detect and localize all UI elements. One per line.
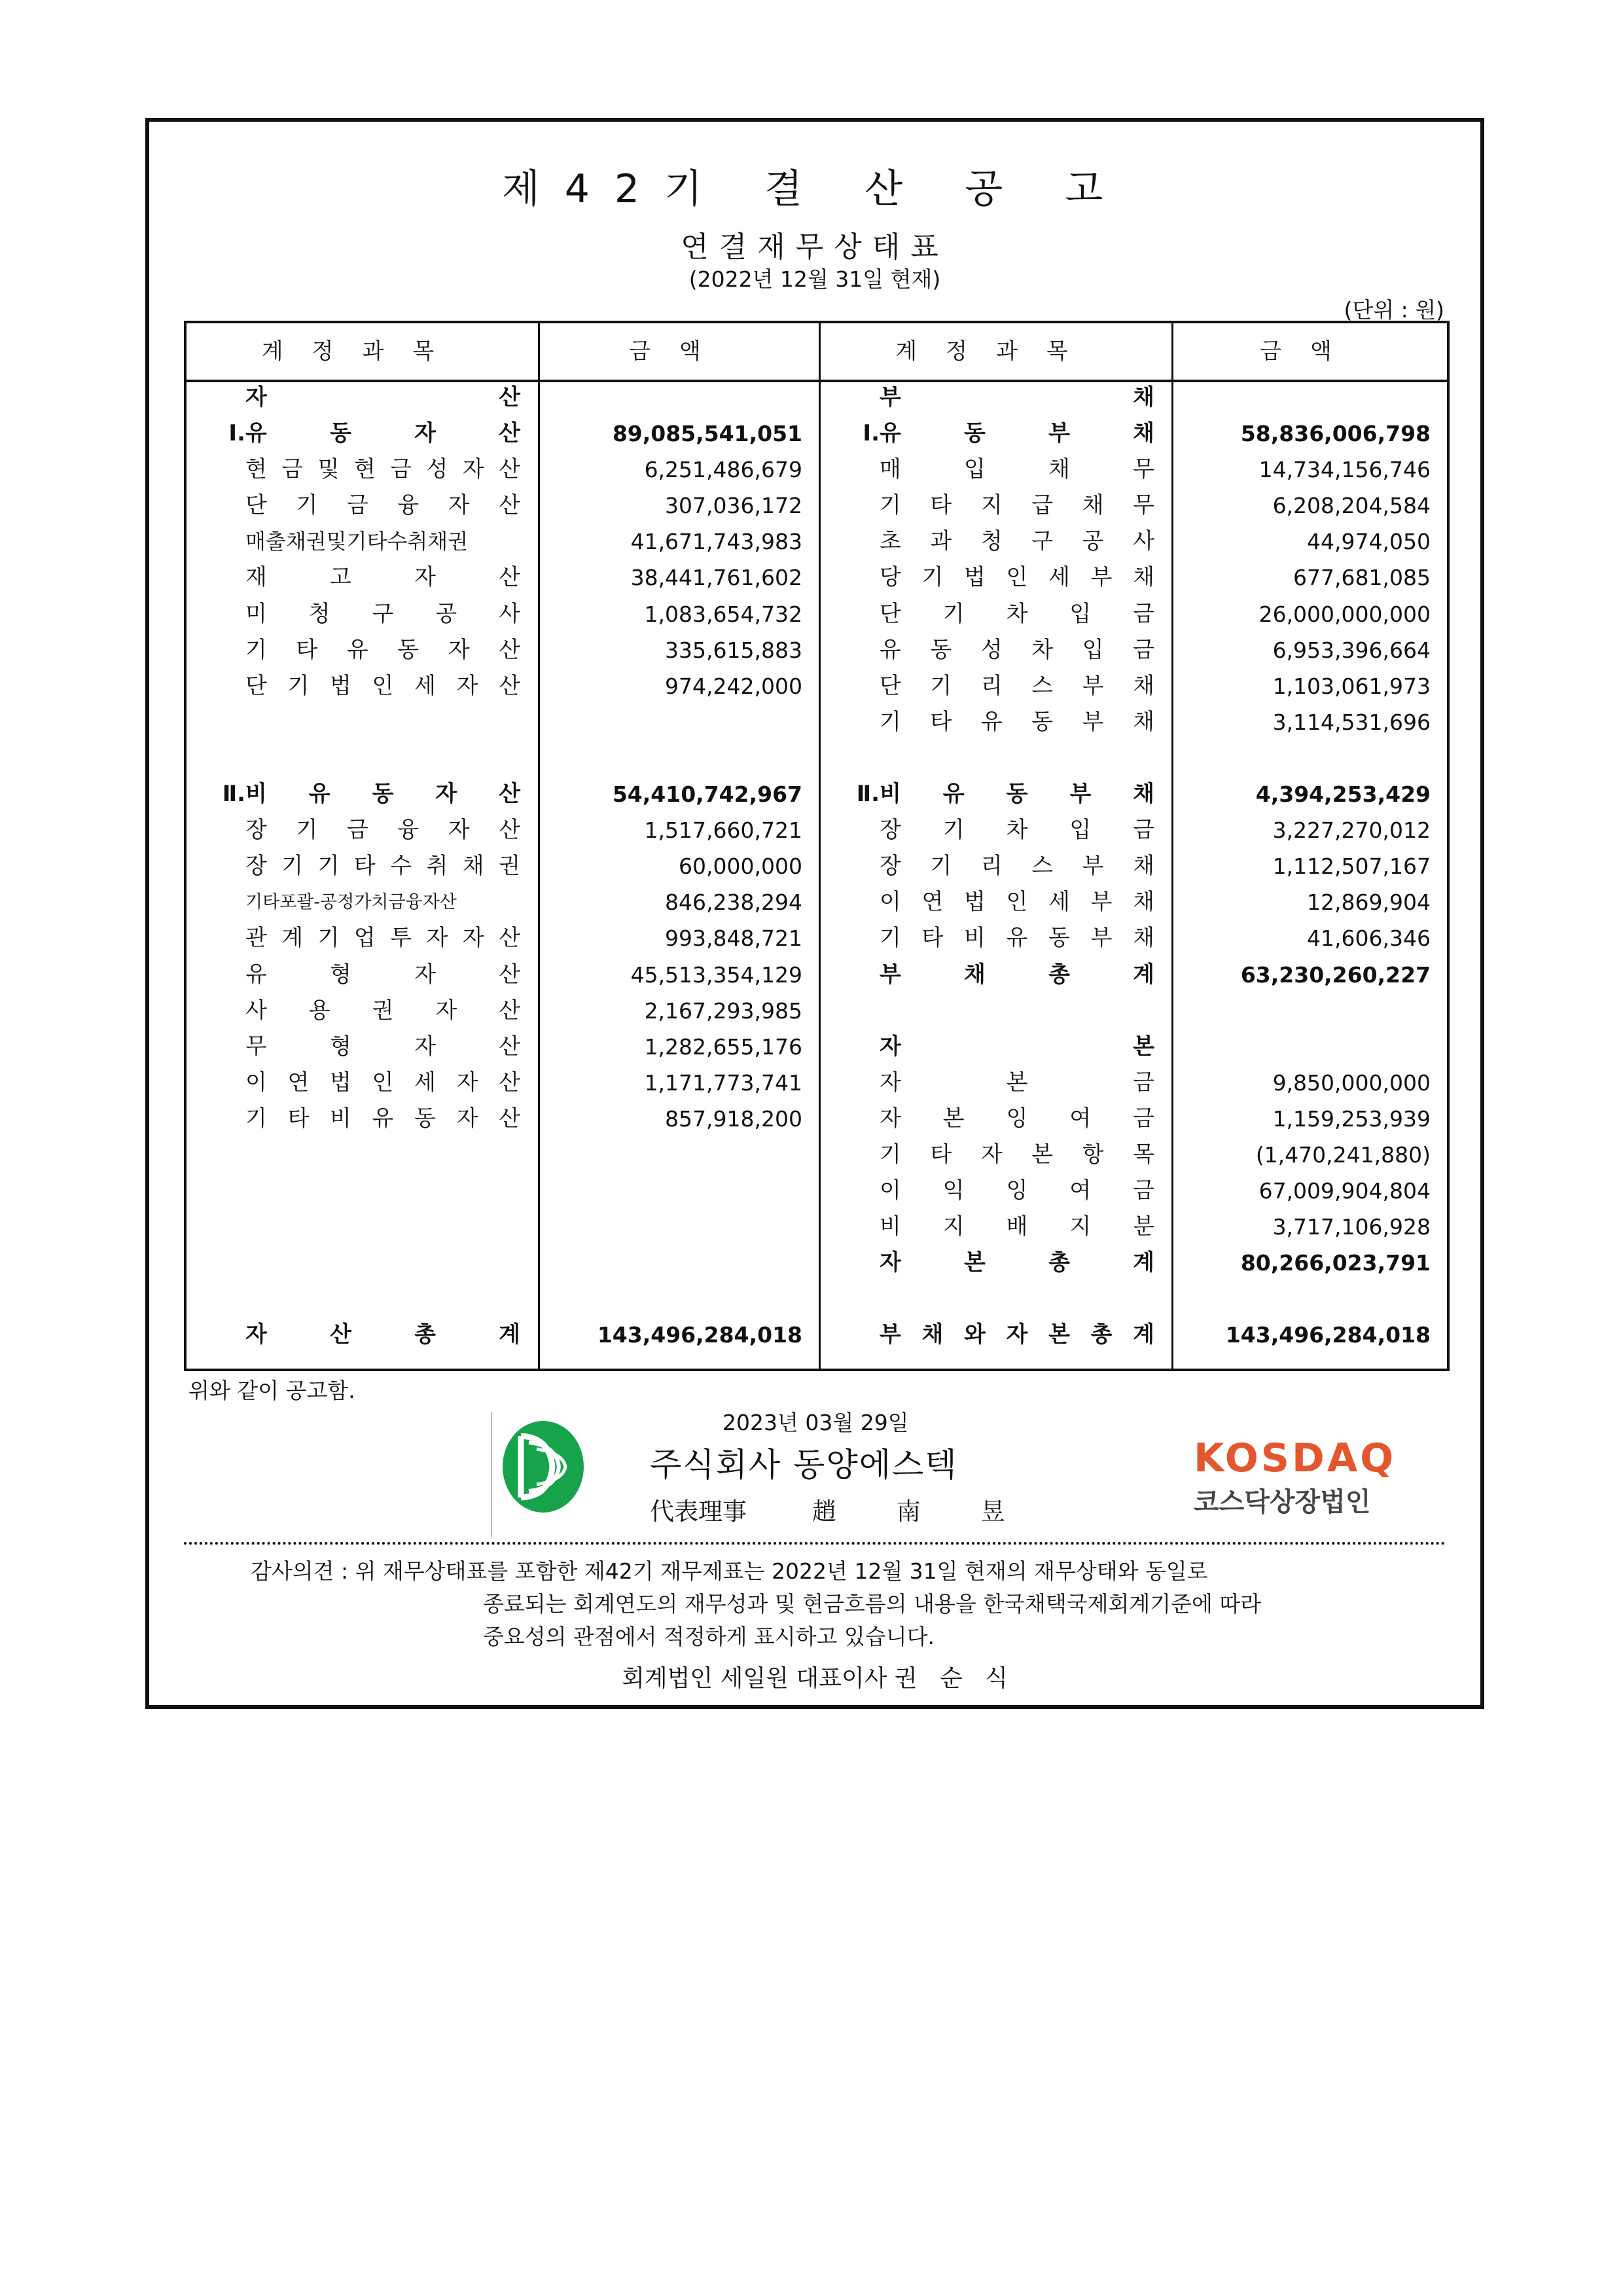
account-row bbox=[821, 740, 1171, 776]
account-label: 단 기 금 융 자 산 bbox=[245, 492, 520, 519]
account-label: 유 동 성 차 입 금 bbox=[880, 636, 1154, 663]
balance-sheet-table bbox=[184, 321, 1450, 1371]
amount-value: 3,114,531,696 bbox=[1272, 709, 1431, 735]
amount-value bbox=[1173, 993, 1447, 1029]
amount-value: 1,159,253,939 bbox=[1272, 1105, 1431, 1132]
header-amount-right: 금액 bbox=[1260, 338, 1361, 365]
amount-value bbox=[540, 1137, 819, 1173]
account-label: 비 유 동 자 산 bbox=[245, 781, 520, 808]
account-row bbox=[187, 740, 538, 776]
account-label: 현 금 및 현 금 성 자 산 bbox=[245, 456, 520, 483]
account-row bbox=[187, 596, 538, 632]
account-label: 비 지 배 지 분 bbox=[880, 1213, 1154, 1240]
amount-value: 9,850,000,000 bbox=[1272, 1069, 1431, 1096]
kosdaq-subtitle: 코스닥상장법인 bbox=[1194, 1487, 1371, 1517]
account-row bbox=[821, 560, 1171, 596]
account-row bbox=[821, 812, 1171, 848]
account-label: 단 기 법 인 세 자 산 bbox=[245, 672, 520, 699]
account-row bbox=[187, 1101, 538, 1137]
amount-value: 38,441,761,602 bbox=[630, 565, 802, 591]
account-row bbox=[187, 1173, 538, 1209]
amount-value bbox=[540, 1281, 819, 1317]
account-row bbox=[821, 884, 1171, 920]
dotted-divider bbox=[184, 1542, 1446, 1545]
amount-value bbox=[540, 740, 819, 776]
account-label: 재 고 자 산 bbox=[245, 564, 520, 591]
amount-value: 6,208,204,584 bbox=[1272, 493, 1431, 519]
amount-value bbox=[1173, 380, 1447, 416]
account-row bbox=[187, 1317, 538, 1353]
account-label: 미 청 구 공 사 bbox=[245, 600, 520, 627]
account-row bbox=[821, 1209, 1171, 1245]
account-label: 초 과 청 구 공 사 bbox=[880, 528, 1154, 555]
amount-value: 335,615,883 bbox=[665, 637, 802, 663]
account-label: 자 산 총 계 bbox=[245, 1321, 520, 1348]
account-row bbox=[821, 848, 1171, 884]
account-row bbox=[821, 1245, 1171, 1281]
account-label: 부 채 bbox=[880, 384, 1154, 410]
amount-value: 846,238,294 bbox=[665, 889, 802, 916]
account-label: 이 연 법 인 세 부 채 bbox=[880, 889, 1154, 916]
amount-value: 58,836,006,798 bbox=[1240, 421, 1431, 447]
amount-value: 6,953,396,664 bbox=[1272, 637, 1431, 663]
account-row bbox=[821, 416, 1171, 452]
amount-value: 63,230,260,227 bbox=[1240, 961, 1431, 988]
amount-value: 1,112,507,167 bbox=[1272, 853, 1431, 880]
page-title: 제42기 결 산 공 고 bbox=[501, 166, 1128, 212]
account-label: 이 연 법 인 세 자 산 bbox=[245, 1069, 520, 1096]
account-row bbox=[821, 1029, 1171, 1065]
account-label: 기 타 비 유 동 자 산 bbox=[245, 1105, 520, 1132]
account-label: 자 산 bbox=[245, 384, 520, 410]
account-row bbox=[187, 920, 538, 956]
account-row bbox=[187, 1209, 538, 1245]
ceo-name: 趙 南 昱 bbox=[812, 1498, 1031, 1526]
amount-value: 89,085,541,051 bbox=[612, 421, 802, 447]
kosdaq-logo: KOSDAQ bbox=[1194, 1435, 1397, 1481]
amount-value: 143,496,284,018 bbox=[597, 1322, 802, 1348]
account-row bbox=[187, 957, 538, 993]
account-label: 관 계 기 업 투 자 자 산 bbox=[245, 925, 520, 952]
signature-date: 2023년 03월 29일 bbox=[722, 1410, 909, 1435]
unit-label: (단위 : 원) bbox=[1344, 297, 1444, 323]
account-label: 장 기 금 융 자 산 bbox=[245, 817, 520, 844]
account-row bbox=[187, 1281, 538, 1317]
signature-divider bbox=[491, 1412, 492, 1537]
audit-opinion bbox=[251, 1555, 1261, 1653]
account-row bbox=[187, 524, 538, 560]
account-row bbox=[821, 776, 1171, 812]
header-account-right: 계정과목 bbox=[895, 338, 1097, 365]
company-name: 주식회사 동양에스텍 bbox=[650, 1446, 958, 1484]
account-row bbox=[187, 1245, 538, 1281]
account-row bbox=[821, 957, 1171, 993]
amount-value bbox=[540, 1245, 819, 1281]
account-row bbox=[187, 452, 538, 488]
account-label: 기 타 비 유 동 부 채 bbox=[880, 925, 1154, 952]
account-row bbox=[821, 596, 1171, 632]
account-row bbox=[187, 668, 538, 704]
account-label: 매 출 채 권 및 기 타 수 취 채 권 bbox=[245, 529, 469, 554]
as-of-date: (2022년 12월 31일 현재) bbox=[688, 266, 941, 292]
audit-line-3: 중요성의 관점에서 적정하게 표시하고 있습니다. bbox=[483, 1624, 935, 1649]
amount-value: 143,496,284,018 bbox=[1225, 1322, 1431, 1348]
account-label: 부 채 총 계 bbox=[880, 961, 1154, 988]
company-logo-icon bbox=[503, 1418, 588, 1516]
account-label: 단 기 차 입 금 bbox=[880, 600, 1154, 627]
account-label: 이 익 잉 여 금 bbox=[880, 1177, 1154, 1204]
amount-value bbox=[1173, 740, 1447, 776]
amount-value: 307,036,172 bbox=[665, 493, 802, 519]
amount-value bbox=[540, 704, 819, 740]
account-label: 단 기 리 스 부 채 bbox=[880, 672, 1154, 699]
amount-value: 677,681,085 bbox=[1293, 565, 1431, 591]
amount-value: 12,869,904 bbox=[1307, 889, 1431, 916]
liabilities-amount-column bbox=[1173, 380, 1447, 1371]
section-numeral: Ⅱ. bbox=[856, 781, 880, 808]
amount-value: 6,251,486,679 bbox=[644, 457, 802, 483]
account-label: 자 본 총 계 bbox=[880, 1249, 1154, 1276]
section-numeral: Ⅰ. bbox=[863, 420, 880, 447]
account-label: 기 타 유 동 자 산 bbox=[245, 636, 520, 663]
amount-value: 60,000,000 bbox=[679, 853, 802, 880]
account-row bbox=[821, 380, 1171, 416]
amount-value bbox=[540, 1209, 819, 1245]
account-row bbox=[187, 704, 538, 740]
amount-value: (1,470,241,880) bbox=[1255, 1141, 1431, 1168]
amount-value: 26,000,000,000 bbox=[1258, 601, 1431, 627]
account-label: 당 기 법 인 세 부 채 bbox=[880, 564, 1154, 591]
account-row bbox=[821, 488, 1171, 524]
liabilities-account-column bbox=[821, 380, 1171, 1371]
statement-title: 연결재무상태표 bbox=[681, 230, 949, 264]
account-label: 유 동 부 채 bbox=[880, 420, 1154, 447]
header-amount-left: 금액 bbox=[629, 338, 730, 365]
assets-account-column bbox=[187, 380, 538, 1371]
announcement-frame bbox=[145, 118, 1484, 1709]
account-row bbox=[187, 1065, 538, 1101]
account-label: 기 타 자 본 항 목 bbox=[880, 1141, 1154, 1168]
account-row bbox=[187, 560, 538, 596]
amount-value: 2,167,293,985 bbox=[644, 997, 802, 1024]
account-row bbox=[821, 452, 1171, 488]
account-row bbox=[821, 1317, 1171, 1353]
amount-value: 54,410,742,967 bbox=[612, 781, 802, 808]
amount-value: 1,103,061,973 bbox=[1272, 673, 1431, 699]
account-row bbox=[187, 776, 538, 812]
account-row bbox=[821, 993, 1171, 1029]
amount-value bbox=[1173, 1281, 1447, 1317]
account-row bbox=[187, 848, 538, 884]
account-row bbox=[187, 993, 538, 1029]
amount-value: 45,513,354,129 bbox=[630, 961, 802, 988]
account-row bbox=[187, 488, 538, 524]
account-row bbox=[821, 920, 1171, 956]
section-numeral: Ⅱ. bbox=[222, 781, 245, 808]
auditor-signature: 회계법인 세일원 대표이사 권 순 식 bbox=[622, 1665, 1008, 1692]
account-label: 기 타 지 급 채 무 bbox=[880, 492, 1154, 519]
account-label: 비 유 동 부 채 bbox=[880, 781, 1154, 808]
amount-value bbox=[540, 380, 819, 416]
account-row bbox=[187, 812, 538, 848]
ceo-title: 代表理事 bbox=[650, 1498, 747, 1526]
header-account-left: 계정과목 bbox=[261, 338, 463, 365]
amount-value: 857,918,200 bbox=[665, 1105, 802, 1132]
account-label: 유 형 자 산 bbox=[245, 961, 520, 988]
account-label: 기 타 포 괄 - 공 정 가 치 금 융 자 산 bbox=[245, 892, 457, 913]
amount-value: 1,171,773,741 bbox=[644, 1069, 802, 1096]
account-row bbox=[821, 704, 1171, 740]
account-label: 유 동 자 산 bbox=[245, 420, 520, 447]
amount-value: 3,717,106,928 bbox=[1272, 1214, 1431, 1240]
account-row bbox=[821, 632, 1171, 668]
account-label: 자 본 금 bbox=[880, 1069, 1154, 1096]
account-row bbox=[187, 632, 538, 668]
account-label: 자 본 bbox=[880, 1033, 1154, 1060]
amount-value bbox=[1173, 1029, 1447, 1065]
amount-value: 80,266,023,791 bbox=[1240, 1250, 1431, 1276]
account-label: 장 기 차 입 금 bbox=[880, 817, 1154, 844]
amount-value: 1,083,654,732 bbox=[644, 601, 802, 627]
amount-value: 14,734,156,746 bbox=[1258, 457, 1431, 483]
account-label: 부 채 와 자 본 총 계 bbox=[880, 1321, 1154, 1348]
account-label: 장 기 기 타 수 취 채 권 bbox=[245, 853, 520, 880]
account-row bbox=[821, 1173, 1171, 1209]
account-row bbox=[187, 884, 538, 920]
notice-text: 위와 같이 공고함. bbox=[188, 1378, 355, 1403]
account-row bbox=[821, 1137, 1171, 1173]
amount-value: 993,848,721 bbox=[665, 925, 802, 952]
ceo-line bbox=[650, 1492, 1031, 1527]
account-row bbox=[821, 1101, 1171, 1137]
account-label: 매 입 채 무 bbox=[880, 456, 1154, 483]
amount-value: 41,671,743,983 bbox=[630, 529, 802, 555]
amount-value: 67,009,904,804 bbox=[1258, 1178, 1431, 1204]
account-row bbox=[187, 1029, 538, 1065]
section-numeral: Ⅰ. bbox=[228, 420, 245, 447]
account-row bbox=[187, 416, 538, 452]
account-row bbox=[821, 524, 1171, 560]
account-row bbox=[187, 380, 538, 416]
amount-value bbox=[540, 1173, 819, 1209]
account-label: 자 본 잉 여 금 bbox=[880, 1105, 1154, 1132]
amount-value: 41,606,346 bbox=[1307, 925, 1431, 952]
account-label: 기 타 유 동 부 채 bbox=[880, 708, 1154, 735]
amount-value: 1,517,660,721 bbox=[644, 817, 802, 844]
account-row bbox=[821, 1065, 1171, 1101]
account-row bbox=[821, 1281, 1171, 1317]
amount-value: 4,394,253,429 bbox=[1255, 781, 1431, 808]
amount-value: 3,227,270,012 bbox=[1272, 817, 1431, 844]
amount-value: 1,282,655,176 bbox=[644, 1033, 802, 1060]
amount-value: 44,974,050 bbox=[1307, 529, 1431, 555]
account-row bbox=[187, 1137, 538, 1173]
audit-line-2: 종료되는 회계연도의 재무성과 및 현금흐름의 내용을 한국채택국제회계기준에 따라 bbox=[483, 1591, 1262, 1617]
account-label: 무 형 자 산 bbox=[245, 1033, 520, 1060]
account-label: 사 용 권 자 산 bbox=[245, 997, 520, 1024]
amount-value: 974,242,000 bbox=[665, 673, 802, 699]
account-row bbox=[821, 668, 1171, 704]
assets-amount-column bbox=[540, 380, 819, 1371]
audit-line-1: 감사의견 : 위 재무상태표를 포함한 제42기 재무제표는 2022년 12월 31일 현재의 재무상태와 동일로 bbox=[251, 1558, 1208, 1584]
account-label: 장 기 리 스 부 채 bbox=[880, 853, 1154, 880]
